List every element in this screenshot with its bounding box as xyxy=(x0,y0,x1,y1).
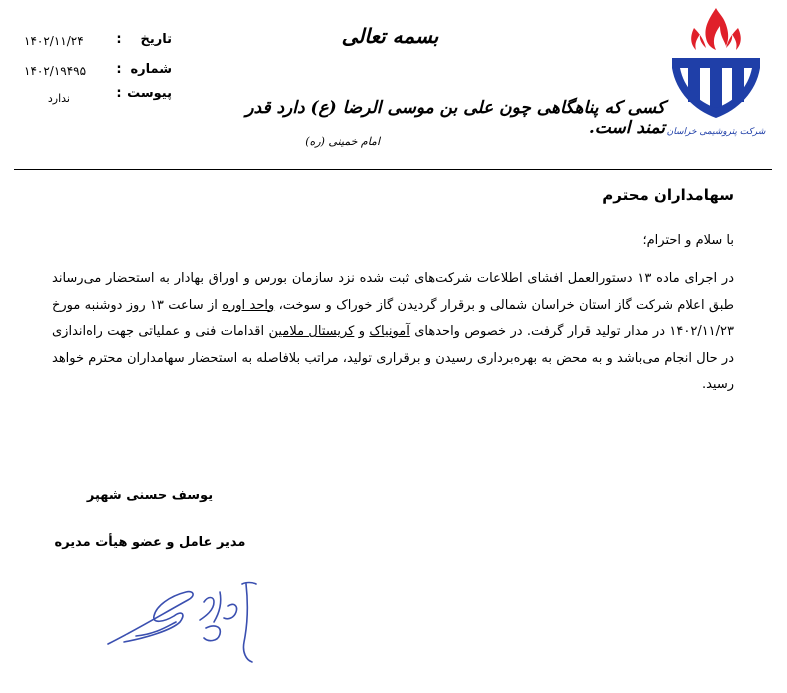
logo-caption: شرکت پتروشیمی خراسان xyxy=(666,127,766,137)
body-text-part: اقدامات فنی و عملیاتی جهت راه‌اندازی در حال انجام می‌باشد و به محض به بهره‌برداری رسیدن و برقراری تولید، مراتب بلافاصله به استحضار سهامداران محترم خواهد رسید. xyxy=(52,324,734,392)
header-divider xyxy=(14,169,772,170)
quote-author: امام خمینی (ره) xyxy=(305,135,380,148)
number-colon: : xyxy=(116,62,122,77)
attachment-colon: : xyxy=(116,86,122,101)
body-underlined-ammonia: آمونیاک xyxy=(369,324,410,339)
attachment-label: پیوست xyxy=(127,86,172,101)
date-value: ۱۴۰۲/۱۱/۲۴ xyxy=(24,34,84,48)
letter-body xyxy=(52,266,734,399)
attachment-value: ندارد xyxy=(47,92,70,105)
date-colon: : xyxy=(116,32,122,47)
body-text-part: در اجرای ماده ۱۳ دستورالعمل افشای اطلاعات شرکت‌های ثبت شده نزد سازمان بورس و اوراق بهادار به استحضار می‌رساند طبق اعلام شرکت گاز استان خراسان شمالی و برقرار گردیدن گاز خوراک و سوخت، xyxy=(52,271,734,313)
number-value: ۱۴۰۲/۱۹۴۹۵ xyxy=(24,64,87,78)
letter-greeting: سهامداران محترم xyxy=(602,186,734,204)
signatory-name: یوسف حسنی شهپر xyxy=(86,488,214,503)
body-text-part: از ساعت ۱۳ روز دوشنبه مورخ ۱۴۰۲/۱۱/۲۳ در مدار تولید قرار گرفت. در خصوص واحدهای xyxy=(52,297,735,339)
number-label: شماره xyxy=(130,62,172,77)
petrochemical-logo-icon xyxy=(664,6,768,142)
letter-salutation: با سلام و احترام؛ xyxy=(642,233,734,248)
body-underlined-melamine: کریستال ملامین xyxy=(268,324,355,339)
signatory-title: مدیر عامل و عضو هیأت مدیره xyxy=(54,535,246,550)
handwritten-signature-icon xyxy=(96,572,266,672)
bismillah-heading: بسمه تعالی xyxy=(341,24,439,48)
body-underlined-urea-unit: واحد اوره xyxy=(222,297,275,313)
header-quote: کسی که پناهگاهی چون علی بن موسی الرضا (ع) دارد قدر تمند است. xyxy=(245,98,665,138)
body-text-part: و xyxy=(354,324,370,339)
date-label: تاریخ xyxy=(140,32,172,47)
